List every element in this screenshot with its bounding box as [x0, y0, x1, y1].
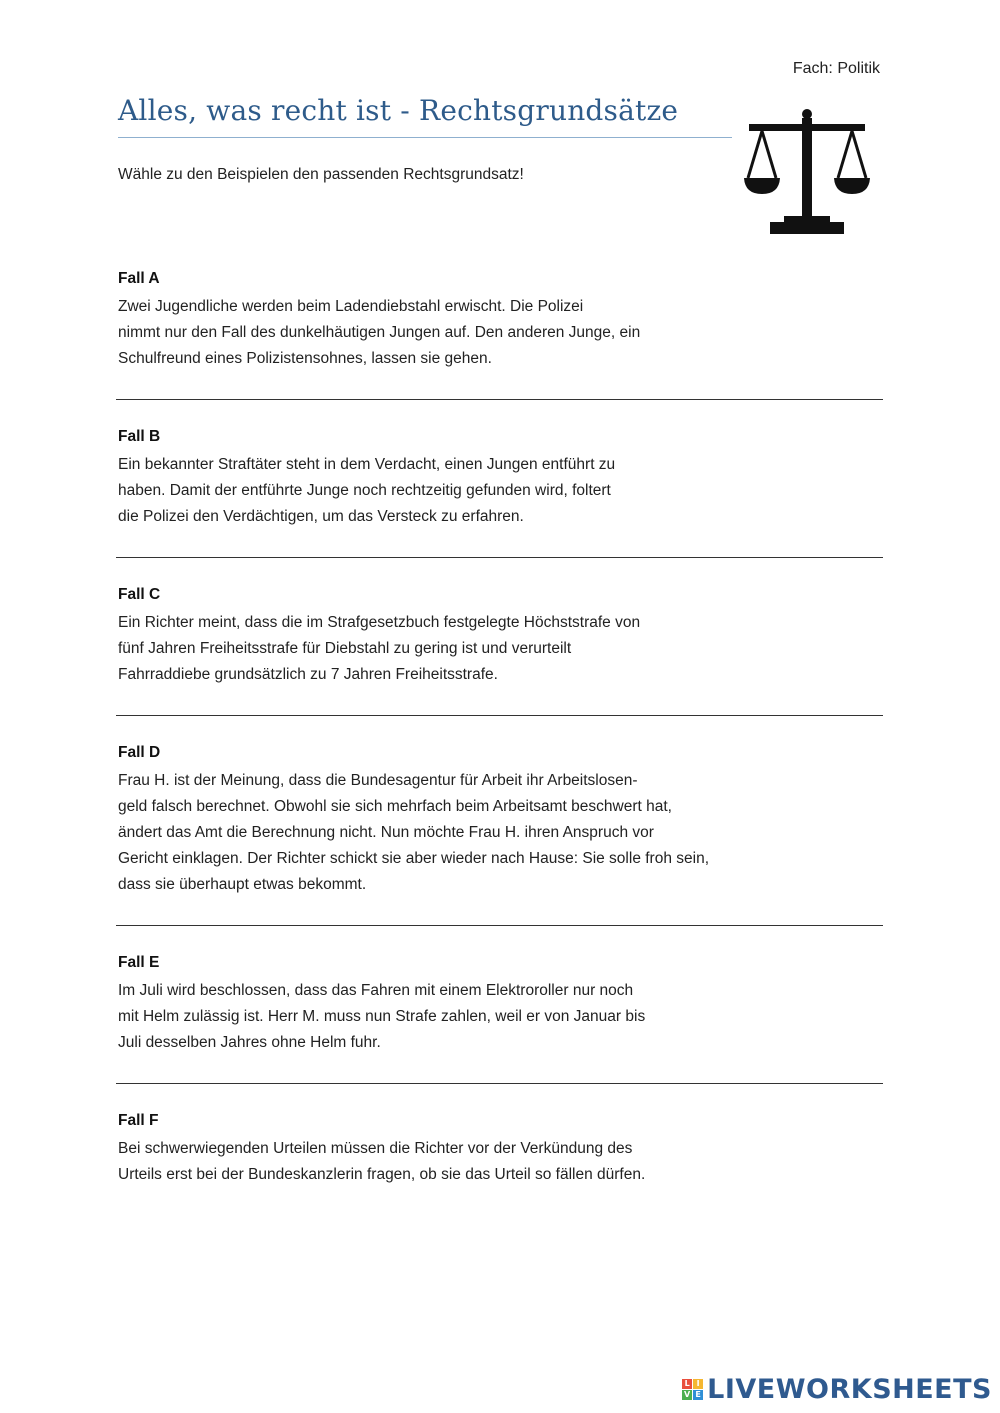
- case-line: Frau H. ist der Meinung, dass die Bundesagentur für Arbeit ihr Arbeitslosen-: [118, 772, 638, 789]
- separator-line: [116, 399, 883, 400]
- logo-mark-icon: [682, 1379, 703, 1400]
- case-text: [118, 610, 798, 688]
- case-line: Ein bekannter Straftäter steht in dem Verdacht, einen Jungen entführt zu: [118, 456, 616, 473]
- brand-name: LIVEWORKSHEETS: [707, 1374, 992, 1405]
- case-line: Zwei Jugendliche werden beim Ladendiebstahl erwischt. Die Polizei: [118, 298, 584, 315]
- separator-line: [116, 1083, 883, 1084]
- case-label: Fall E: [118, 954, 160, 971]
- case-label: Fall C: [118, 586, 161, 603]
- case-line: dass sie überhaupt etwas bekommt.: [118, 876, 367, 893]
- case-label: Fall F: [118, 1112, 159, 1129]
- case-text: [118, 294, 798, 372]
- liveworksheets-logo[interactable]: [682, 1374, 992, 1405]
- case-line: Fahrraddiebe grundsätzlich zu 7 Jahren Freiheitsstrafe.: [118, 666, 498, 683]
- logo-letter: L: [682, 1379, 692, 1389]
- case-line: die Polizei den Verdächtigen, um das Versteck zu erfahren.: [118, 508, 524, 525]
- case-text: [118, 978, 798, 1056]
- case-a: [118, 270, 798, 372]
- case-line: Bei schwerwiegenden Urteilen müssen die Richter vor der Verkündung des: [118, 1140, 633, 1157]
- separator-line: [116, 925, 883, 926]
- case-line: Gericht einklagen. Der Richter schickt sie aber wieder nach Hause: Sie solle froh sein,: [118, 850, 709, 867]
- case-line: Juli desselben Jahres ohne Helm fuhr.: [118, 1034, 381, 1051]
- case-line: Schulfreund eines Polizistensohnes, lassen sie gehen.: [118, 350, 492, 367]
- logo-letter: E: [693, 1390, 703, 1400]
- page-title: Alles, was recht ist - Rechtsgrundsätze: [118, 94, 679, 127]
- case-line: nimmt nur den Fall des dunkelhäutigen Jungen auf. Den anderen Junge, ein: [118, 324, 641, 341]
- logo-letter: V: [684, 1390, 691, 1399]
- case-line: Urteils erst bei der Bundeskanzlerin fragen, ob sie das Urteil so fällen dürfen.: [118, 1166, 646, 1183]
- case-line: Im Juli wird beschlossen, dass das Fahren mit einem Elektroroller nur noch: [118, 982, 634, 999]
- case-line: Ein Richter meint, dass die im Strafgesetzbuch festgelegte Höchststrafe von: [118, 614, 641, 631]
- case-label: Fall B: [118, 428, 161, 445]
- case-line: ändert das Amt die Berechnung nicht. Nun möchte Frau H. ihren Anspruch vor: [118, 824, 654, 841]
- logo-letter: I: [693, 1379, 703, 1389]
- separator-line: [116, 715, 883, 716]
- title-underline: [118, 137, 732, 138]
- case-b: [118, 428, 798, 530]
- case-label: Fall D: [118, 744, 161, 761]
- scale-of-justice-icon: [740, 106, 874, 240]
- case-text: [118, 768, 798, 898]
- case-d: [118, 744, 798, 898]
- case-line: geld falsch berechnet. Obwohl sie sich mehrfach beim Arbeitsamt beschwert hat,: [118, 798, 672, 815]
- case-line: mit Helm zulässig ist. Herr M. muss nun Strafe zahlen, weil er von Januar bis: [118, 1008, 646, 1025]
- case-c: [118, 586, 798, 688]
- case-text: [118, 452, 798, 530]
- case-e: [118, 954, 798, 1056]
- instruction-text: Wähle zu den Beispielen den passenden Rechtsgrundsatz!: [118, 166, 524, 183]
- case-line: haben. Damit der entführte Junge noch rechtzeitig gefunden wird, foltert: [118, 482, 611, 499]
- case-line: fünf Jahren Freiheitsstrafe für Diebstahl zu gering ist und verurteilt: [118, 640, 572, 657]
- case-label: Fall A: [118, 270, 160, 287]
- separator-line: [116, 557, 883, 558]
- case-f: [118, 1112, 798, 1188]
- case-text: [118, 1136, 798, 1188]
- subject-label: Fach: Politik: [792, 60, 880, 77]
